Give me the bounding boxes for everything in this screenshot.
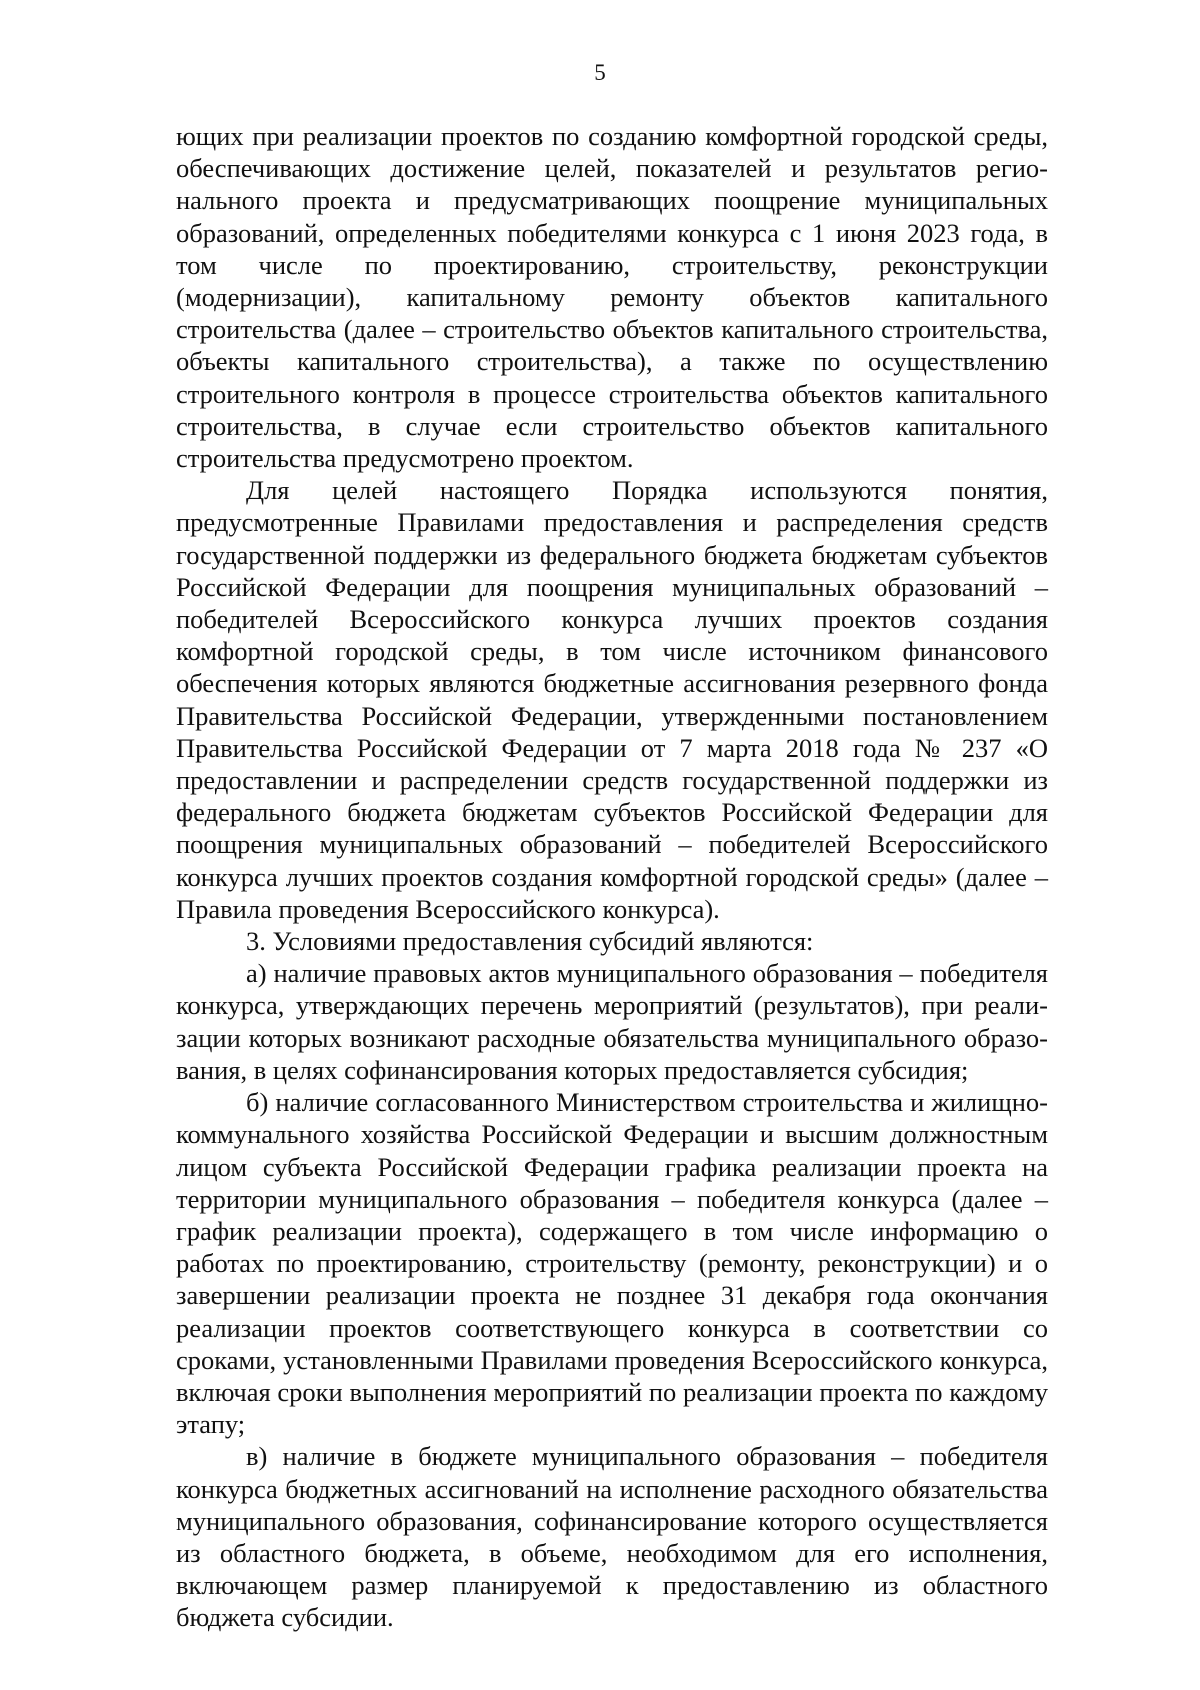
paragraph-definitions: Для целей настоящего Порядка используются понятия, предусмотренные Правилами предоставления и распределения средств государственной поддержки из федерального бюджета бюджетам субъектов Российской Федерации для поощрения муниципальных образований – победителей Всероссийского конкурса лучших проектов создания комфортной городской среды, в том числе источником финансового обеспечения которых являются бюджетные ассигнования резервного фонда Правительства Российской Федерации, утвержденными постановлением Правительства Российской Федерации от 7 марта 2018 года № 237 «О предоставлении и распределении средств государственной поддержки из федерального бюджета бюджетам субъектов Российской Федерации для поощрения муниципальных образований – победителей Всероссийского конкурса лучших проектов создания комфортной городской среды» (далее – Правила проведения Всероссийского конкурса). [176,475,1048,924]
paragraph-conditions-heading: 3. Условиями предоставления субсидий являются: [246,926,814,957]
page-number: 5 [594,60,606,85]
document-body [176,120,1048,1634]
paragraph-continuation: ющих при реализации проектов по созданию комфортной городской среды, обеспечивающих достижение целей, показателей и результатов регионального проекта и предусматривающих поощрение муниципальных образований, определенных победителями конкурса с 1 июня 2023 года, в том числе по проектированию, строительству, реконструкции (модернизации), капитальному ремонту объектов капитального строительства (далее – строительство объектов капитального строительства, объекты капитального строительства), а также по осуществлению строительного контроля в процессе строительства объектов капитального строительства, в случае если строительство объектов капитального строительства предусмотрено проектом. [176,121,1048,474]
paragraph-condition-b: б) наличие согласованного Министерством строительства и жилищно-коммунального хозяйства Российской Федерации и высшим должностным лицом субъекта Российской Федерации графика реализации проекта на территории муниципального образования – победителя конкурса (далее – график реализации проекта), содержащего в том числе информацию о работах по проектированию, строительству (ремонту, реконструкции) и о завершении реализации проекта не позднее 31 декабря года окончания реализации проектов соответствующего конкурса в соответствии со сроками, установленными Правилами проведения Всероссийского конкурса, включая сроки выполнения мероприятий по реализации проекта по каждому этапу; [176,1087,1048,1440]
paragraph-condition-c: в) наличие в бюджете муниципального образования – победителя конкурса бюджетных ассигнований на исполнение расходного обязательства муниципального образования, софинансирование которого осуществляется из областного бюджета, в объеме, необходимом для его исполнения, включающем размер планируемой к предоставлению из областного бюджета субсидии. [176,1441,1048,1633]
paragraph-condition-a: а) наличие правовых актов муниципального образования – победителя конкурса, утверждающих перечень мероприятий (результатов), при реализации которых возникают расходные обязательства муниципального образования, в целях софинансирования которых предоставляется субсидия; [176,958,1048,1085]
